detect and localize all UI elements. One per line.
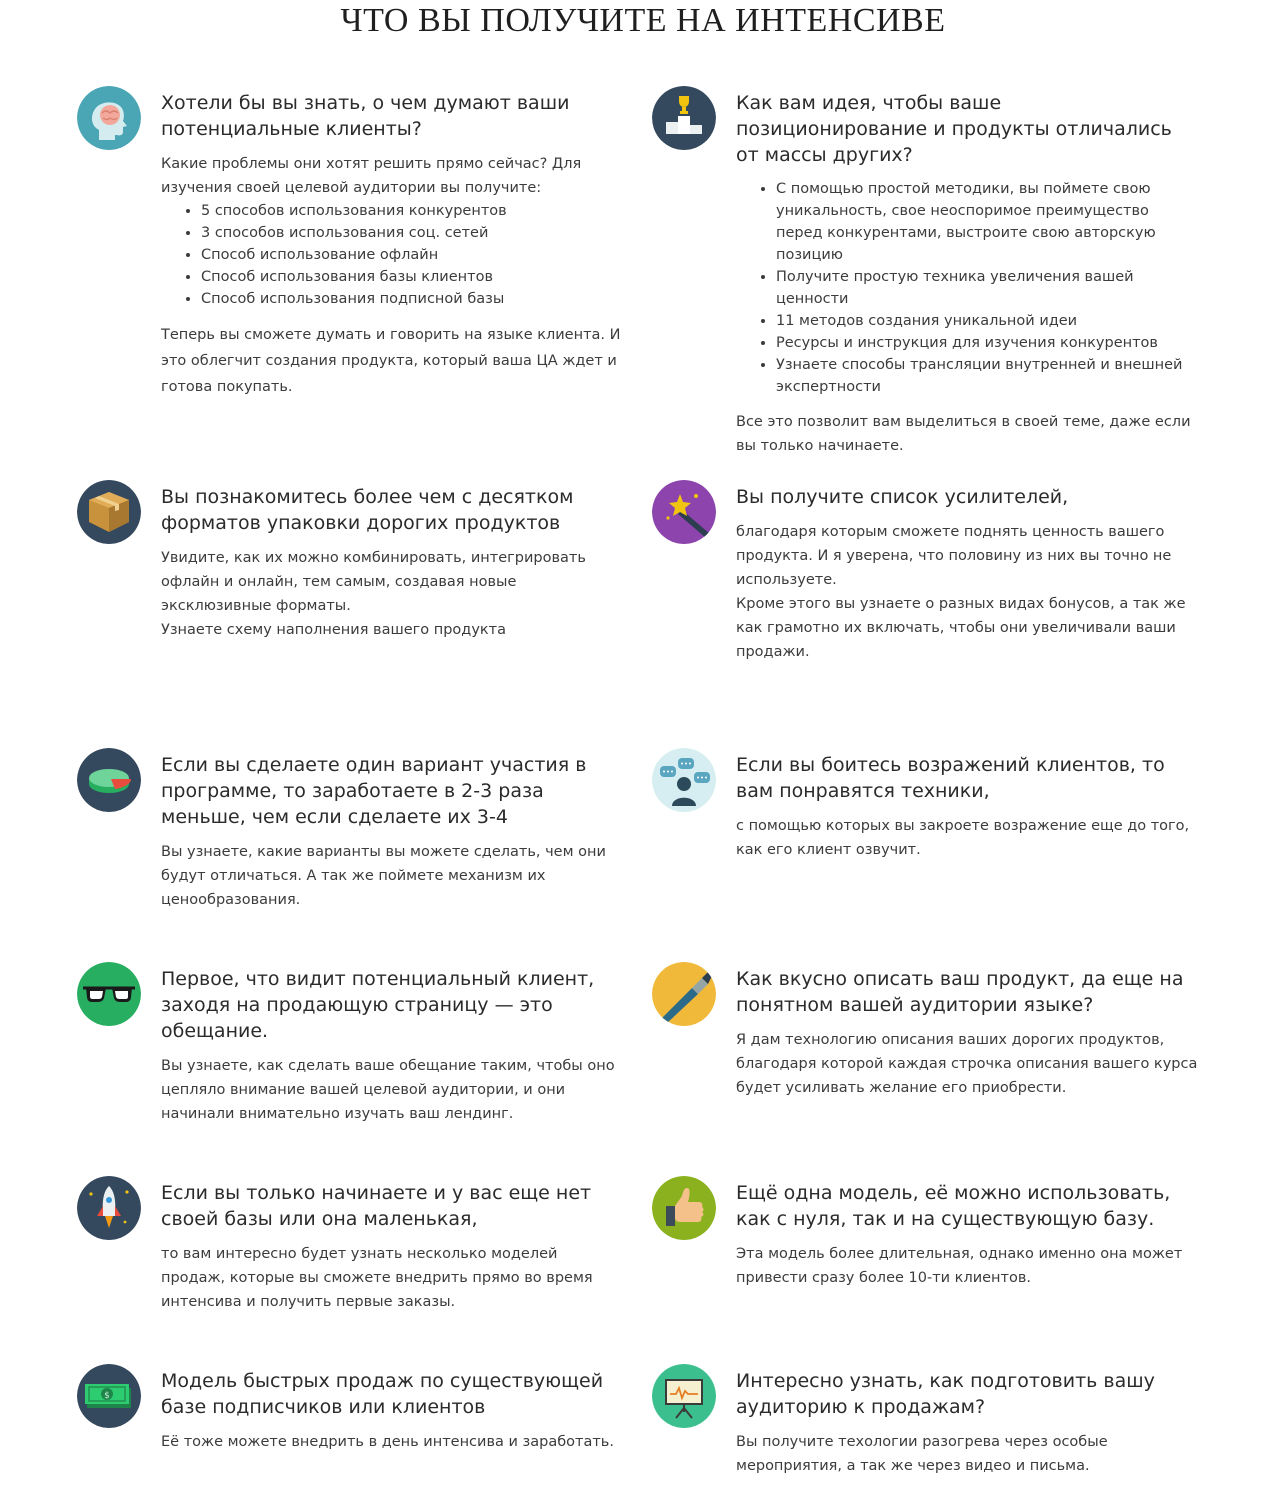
list-item: • 5 способов использования конкурентов (201, 200, 623, 222)
list-item: • Ресурсы и инструкция для изучения конкурентов (776, 332, 1198, 354)
list-item: • Способ использование офлайн (201, 244, 623, 266)
magic-wand-icon (652, 480, 716, 544)
package-box-icon (77, 480, 141, 544)
feature-outro: Все это позволит вам выделиться в своей теме, даже если вы только начинаете. (736, 414, 1191, 454)
feature-heading: Если вы только начинаете и у вас еще нет своей базы или она маленькая, (161, 1182, 592, 1230)
feature-intro: Какие проблемы они хотят решить прямо сейчас? Для изучения своей целевой аудитории вы получите: (161, 156, 582, 196)
feature-text: Её тоже можете внедрить в день интенсива и заработать. (161, 1434, 614, 1450)
svg-text:$: $ (104, 1391, 110, 1401)
feature-text: Вы узнаете, как сделать ваше обещание таким, чтобы оно цепляло внимание вашей целевой аудитории, и они начинали внимательно изучать ваш лендинг. (161, 1058, 615, 1122)
brain-head-icon (77, 86, 141, 150)
feature-text: Вы получите техологии разогрева через особые мероприятия, а так же через видео и письма. (736, 1434, 1108, 1474)
page-title: ЧТО ВЫ ПОЛУЧИТЕ НА ИНТЕНСИВЕ (340, 2, 946, 39)
feature-heading: Интересно узнать, как подготовить вашу аудиторию к продажам? (736, 1370, 1155, 1418)
list-item: • Получите простую техника увеличения вашей ценности (776, 266, 1198, 310)
feature-text-2: Кроме этого вы узнаете о разных видах бонусов, а так же как грамотно их включать, чтобы они увеличивали ваши продажи. (736, 596, 1186, 660)
list-item: • 11 методов создания уникальной идеи (776, 310, 1198, 332)
feature-heading: Хотели бы вы знать, о чем думают ваши потенциальные клиенты? (161, 92, 570, 140)
feature-list (161, 200, 623, 310)
money-banknotes-icon (77, 1364, 141, 1428)
feature-outro: Теперь вы сможете думать и говорить на языке клиента. И это облегчит создания продукта, который ваша ЦА ждет и готова покупать. (161, 327, 621, 395)
list-item: • С помощью простой методики, вы поймете свою уникальность, свое неоспоримое преимущество перед конкурентами, выстроите свою авторскую позицию (776, 178, 1198, 266)
list-item: • Способ использования подписной базы (201, 288, 623, 310)
glasses-icon (77, 962, 141, 1026)
list-item: • Узнаете способы трансляции внутренней и внешней экспертности (776, 354, 1198, 398)
feature-text: то вам интересно будет узнать несколько моделей продаж, которые вы сможете внедрить прямо во время интенсива и получить первые заказы. (161, 1246, 593, 1310)
feature-heading: Вы познакомитесь более чем с десятком форматов упаковки дорогих продуктов (161, 486, 574, 534)
rocket-icon (77, 1176, 141, 1240)
feature-text: Я дам технологию описания ваших дорогих продуктов, благодаря которой каждая строчка описания вашего курса будет усиливать желание его приобрести. (736, 1032, 1198, 1096)
feature-heading: Модель быстрых продаж по существующей базе подписчиков или клиентов (161, 1370, 604, 1418)
feature-text: с помощью которых вы закроете возражение еще до того, как его клиент озвучит. (736, 818, 1190, 858)
feature-heading: Если вы сделаете один вариант участия в программе, то заработаете в 2-3 раза меньше, чем если сделаете их 3-4 (161, 754, 587, 828)
pen-icon (652, 962, 716, 1026)
feature-text-2: Узнаете схему наполнения вашего продукта (161, 622, 507, 638)
feature-heading: Как вам идея, чтобы ваше позиционирование и продукты отличались от массы других? (736, 92, 1172, 166)
feature-heading: Ещё одна модель, её можно использовать, как с нуля, так и на существующую базу. (736, 1182, 1171, 1230)
feature-list (736, 178, 1198, 398)
presentation-board-icon (652, 1364, 716, 1428)
feature-heading: Вы получите список усилителей, (736, 486, 1069, 508)
feature-heading: Первое, что видит потенциальный клиент, заходя на продающую страницу — это обещание. (161, 968, 595, 1042)
speech-bubbles-person-icon (652, 748, 716, 812)
feature-text: благодаря которым сможете поднять ценность вашего продукта. И я уверена, что половину из них вы точно не используете. (736, 524, 1172, 588)
list-item: • Способ использования базы клиентов (201, 266, 623, 288)
list-item: • 3 способов использования соц. сетей (201, 222, 623, 244)
trophy-podium-icon (652, 86, 716, 150)
pie-chart-icon (77, 748, 141, 812)
feature-heading: Как вкусно описать ваш продукт, да еще на понятном вашей аудитории языке? (736, 968, 1184, 1016)
feature-text: Эта модель более длительная, однако именно она может привести сразу более 10-ти клиентов. (736, 1246, 1183, 1286)
feature-text: Вы узнаете, какие варианты вы можете сделать, чем они будут отличаться. А так же поймете механизм их ценообразования. (161, 844, 606, 908)
feature-text: Увидите, как их можно комбинировать, интегрировать офлайн и онлайн, тем самым, создавая новые эксклюзивные форматы. (161, 550, 586, 614)
thumbs-up-icon (652, 1176, 716, 1240)
feature-heading: Если вы боитесь возражений клиентов, то вам понравятся техники, (736, 754, 1165, 802)
